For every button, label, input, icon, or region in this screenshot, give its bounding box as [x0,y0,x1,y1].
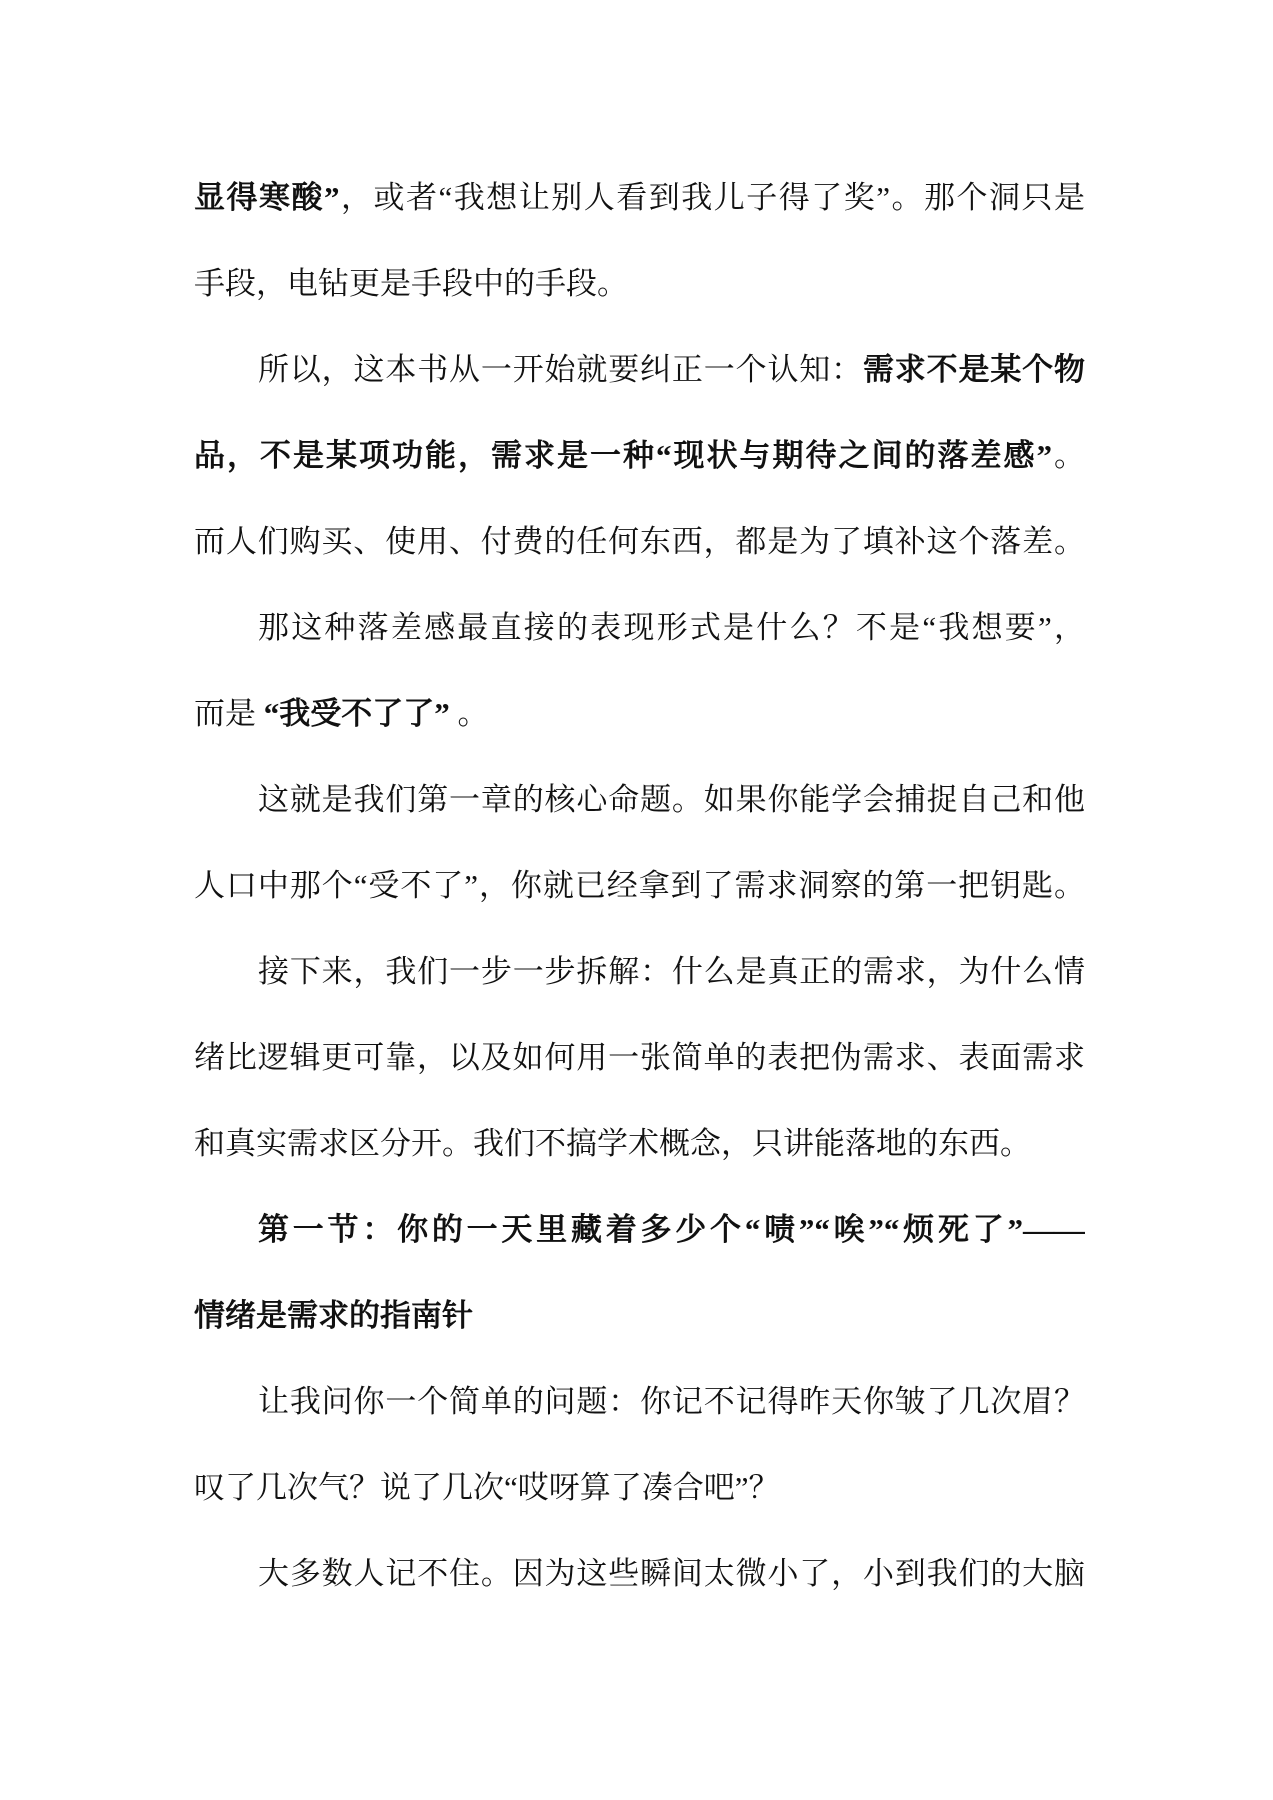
paragraph [194,757,1085,929]
text-span: 人口中那个“受不了”，你就已经拿到了需求洞察的第一把钥匙。 [194,868,1085,903]
text-span: 大多数人记不住。因为这些瞬间太微小了，小到我们的大脑 [258,1556,1085,1591]
text-line [194,671,1085,757]
section-heading [194,1187,1085,1359]
text-span: 手段，电钻更是手段中的手段。 [194,266,628,301]
text-line [194,1015,1085,1101]
text-span: 让我问你一个简单的问题：你记不记得昨天你皱了几次眉？ [258,1384,1085,1419]
text-span: 而人们购买、使用、付费的任何东西，都是为了填补这个落差。 [194,524,1085,559]
text-span: 而是 [194,696,264,731]
bold-text: 需求不是某个物 [862,352,1085,387]
heading-line [194,1273,1085,1359]
bold-text: “我受不了了” [263,696,450,731]
text-span: 。 [449,696,489,731]
heading-text: 情绪是需求的指南针 [194,1298,473,1333]
text-line [194,1101,1085,1187]
text-line [194,1531,1085,1617]
text-line [194,413,1085,499]
paragraph [194,929,1085,1187]
text-span: 那这种落差感最直接的表现形式是什么？不是“我想要”， [258,610,1085,645]
text-span: 叹了几次气？说了几次“哎呀算了凑合吧”？ [194,1470,780,1505]
heading-line [194,1187,1085,1273]
text-span: 这就是我们第一章的核心命题。如果你能学会捕捉自己和他 [258,782,1085,817]
text-line [194,757,1085,843]
paragraph [194,327,1085,585]
text-span: ，或者“我想让别人看到我儿子得了奖”。那个洞只是 [339,180,1085,215]
text-line [194,241,1085,327]
text-line [194,929,1085,1015]
text-line [194,155,1085,241]
paragraph [194,1531,1085,1617]
text-span: 和真实需求区分开。我们不搞学术概念，只讲能落地的东西。 [194,1126,1031,1161]
paragraph [194,155,1085,327]
text-line [194,499,1085,585]
text-line [194,1359,1085,1445]
bold-text: 品，不是某项功能，需求是一种“现状与期待之间的落差感” [194,438,1052,473]
text-line [194,1445,1085,1531]
paragraph [194,1359,1085,1531]
paragraph [194,585,1085,757]
text-span: 。 [1052,438,1085,473]
text-line [194,585,1085,671]
text-span: 绪比逻辑更可靠，以及如何用一张简单的表把伪需求、表面需求 [194,1040,1085,1075]
text-line [194,327,1085,413]
text-span: 所以，这本书从一开始就要纠正一个认知： [258,352,863,387]
text-line [194,843,1085,929]
text-span: 接下来，我们一步一步拆解：什么是真正的需求，为什么情 [258,954,1085,989]
bold-text: 显得寒酸” [194,180,340,215]
document-body [194,155,1085,1617]
heading-text: 第一节：你的一天里藏着多少个“啧”“唉”“烦死了”—— [258,1212,1085,1247]
